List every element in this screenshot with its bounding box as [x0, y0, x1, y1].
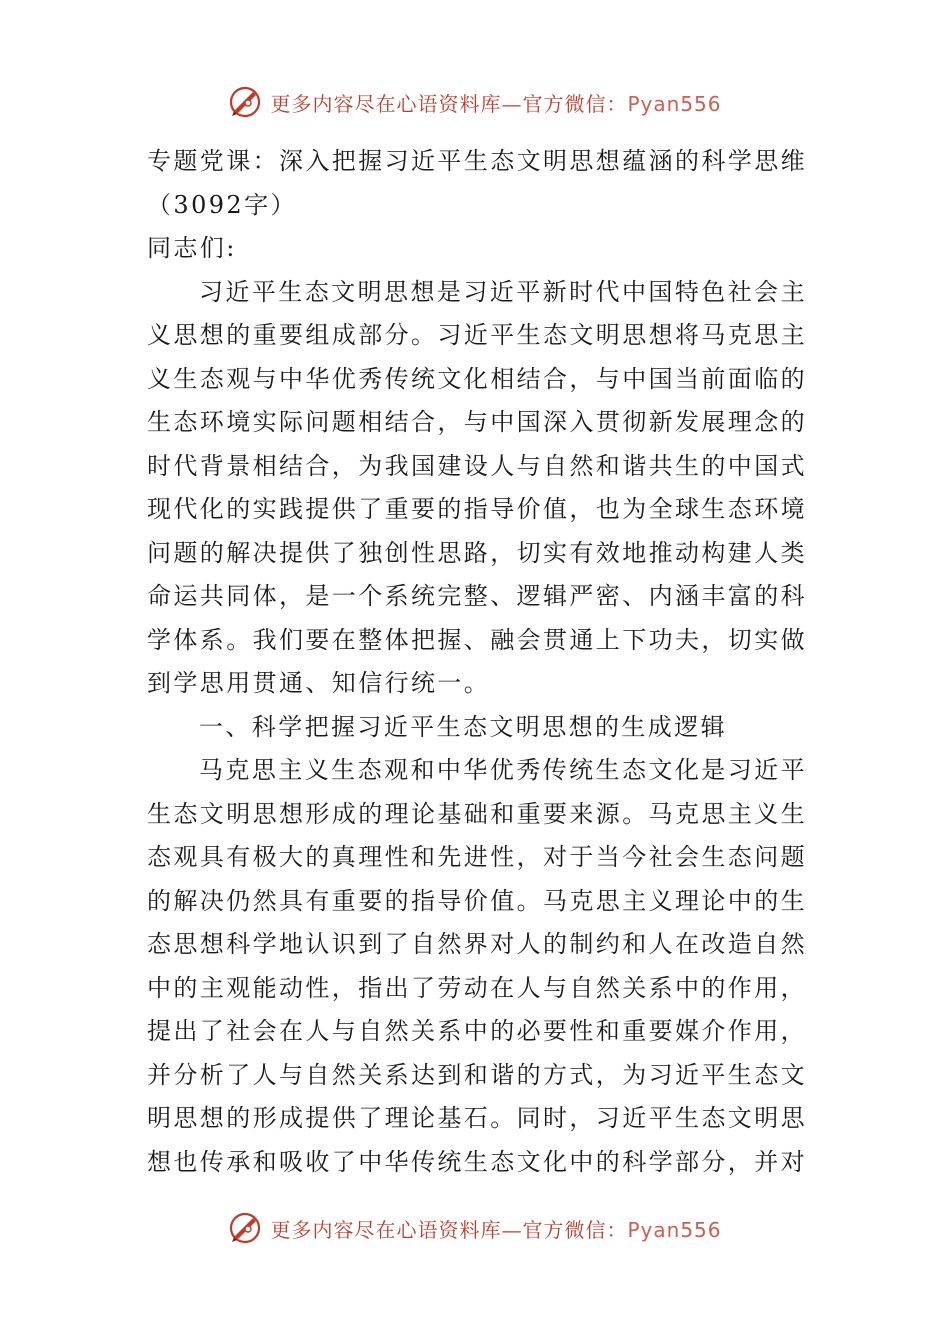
doc-paragraph-1: 习近平生态文明思想是习近平新时代中国特色社会主义思想的重要组成部分。习近平生态文明思想将马克思主义生态观与中华优秀传统文化相结合，与中国当前面临的生态环境实际问题相结合，与中国深入贯彻新发展理念的时代背景相结合，为我国建设人与自然和谐共生的中国式现代化的实践提供了重要的指导价值，也为全球生态环境问题的解决提供了独创性思路，切实有效地推动构建人类命运共同体，是一个系统完整、逻辑严密、内涵丰富的科学体系。我们要在整体把握、融会贯通上下功夫，切实做到学思用贯通、知信行统一。: [147, 277, 807, 697]
banner-wechat-id: Pyan556: [627, 91, 722, 116]
footer-banner: [0, 1208, 950, 1248]
banner-title: 更多内容尽在心语资料库: [270, 1217, 502, 1242]
doc-salutation: 同志们:: [147, 234, 237, 262]
pen-logo-icon: [228, 85, 262, 119]
banner-text: [270, 88, 721, 117]
document-body: [147, 140, 807, 1184]
pen-logo-icon: [228, 1211, 262, 1245]
doc-heading-1: 一、科学把握习近平生态文明思想的生成逻辑: [199, 712, 727, 741]
banner-wechat-label: 官方微信：: [522, 1217, 628, 1242]
header-banner: [0, 82, 950, 122]
banner-title: 更多内容尽在心语资料库: [270, 91, 502, 116]
banner-separator: —: [501, 1217, 523, 1242]
banner-wechat-id: Pyan556: [627, 1217, 722, 1242]
banner-wechat-label: 官方微信：: [522, 91, 628, 116]
doc-paragraph-2: 马克思主义生态观和中华优秀传统生态文化是习近平生态文明思想形成的理论基础和重要来源。马克思主义生态观具有极大的真理性和先进性，对于当今社会生态问题的解决仍然具有重要的指导价值。马克思主义理论中的生态思想科学地认识到了自然界对人的制约和人在改造自然中的主观能动性，指出了劳动在人与自然关系中的作用，提出了社会在人与自然关系中的必要性和重要媒介作用，并分析了人与自然关系达到和谐的方式，为习近平生态文明思想的形成提供了理论基石。同时，习近平生态文明思想也传承和吸收了中华传统生态文化中的科学部分，并对: [147, 756, 807, 1176]
doc-title-line1: 专题党课：深入把握习近平生态文明思想蕴涵的科学思维: [147, 147, 807, 175]
doc-title-line2: （3092字）: [147, 190, 297, 219]
banner-text: [270, 1214, 721, 1243]
banner-separator: —: [501, 91, 523, 116]
